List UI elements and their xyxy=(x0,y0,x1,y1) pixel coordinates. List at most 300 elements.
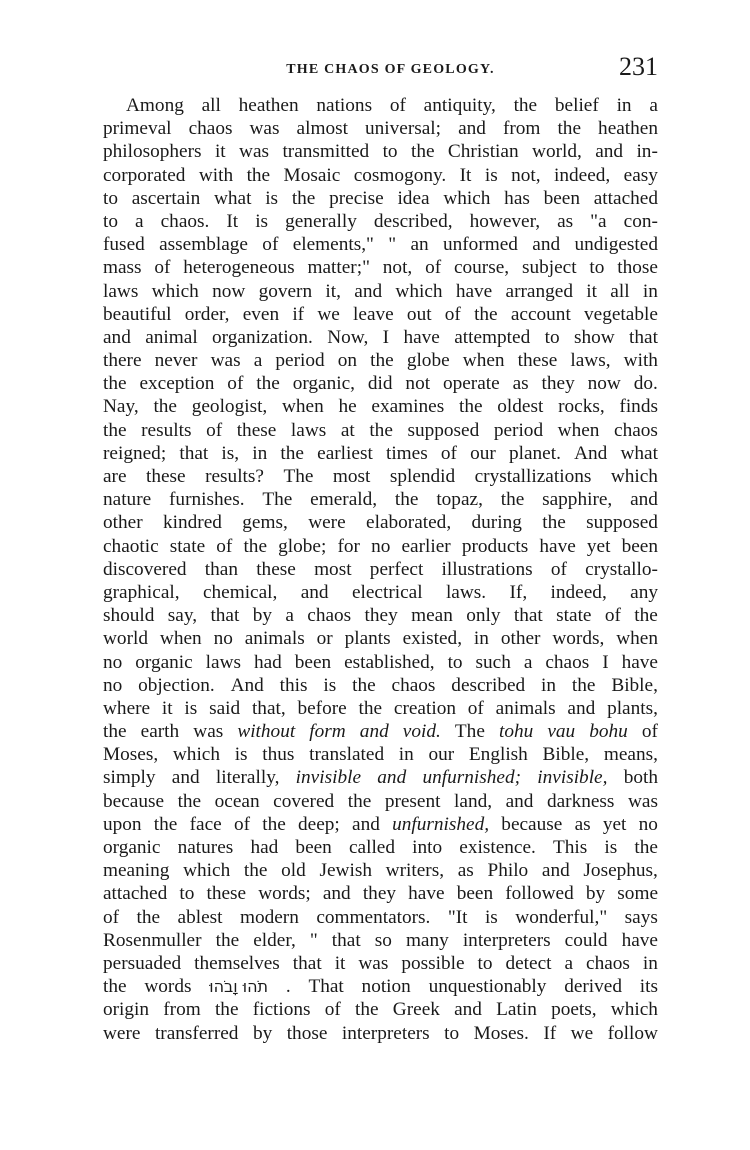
word: have xyxy=(621,929,658,951)
word: that, xyxy=(251,697,286,719)
word: perfect xyxy=(369,558,424,580)
word: which xyxy=(610,466,658,487)
word: attached xyxy=(103,883,168,905)
running-head: THE CHAOS OF GEOLOGY. xyxy=(286,62,495,77)
word: this xyxy=(279,674,308,696)
word: objection. xyxy=(138,674,215,696)
word: they xyxy=(362,883,397,905)
word: such xyxy=(475,651,511,673)
word: land, xyxy=(454,790,493,812)
word: chaos xyxy=(614,419,658,441)
word: "It xyxy=(447,906,468,928)
word: belief xyxy=(554,95,599,116)
word: no xyxy=(638,813,658,835)
word: yet xyxy=(602,813,627,835)
word: generally xyxy=(285,210,357,232)
word: Bible, xyxy=(611,674,658,696)
word: in- xyxy=(636,141,658,163)
word: and xyxy=(352,813,380,835)
word: now xyxy=(212,280,246,302)
word: the xyxy=(513,95,538,116)
word: "a xyxy=(590,210,607,232)
word: existence. xyxy=(459,837,536,858)
word: a xyxy=(564,952,574,974)
word: as xyxy=(512,373,529,395)
word: Rosenmuller xyxy=(103,929,202,951)
word: of xyxy=(389,95,406,116)
word: globe xyxy=(406,350,450,372)
word: precise xyxy=(329,187,384,209)
word: been xyxy=(294,651,332,673)
word: that xyxy=(513,605,543,627)
word: of xyxy=(262,234,279,256)
word: organic, xyxy=(292,373,355,395)
word: Among xyxy=(126,95,184,116)
word: not, xyxy=(511,164,541,186)
word: which xyxy=(172,744,220,766)
word: which xyxy=(443,187,491,209)
word: possible xyxy=(401,952,465,974)
word: that xyxy=(210,605,240,627)
word: transferred xyxy=(154,1022,239,1044)
word: And xyxy=(574,442,608,464)
word: which xyxy=(395,280,443,302)
word: laws xyxy=(290,419,327,441)
word: world, xyxy=(532,141,582,163)
word: the xyxy=(347,790,372,812)
word: antiquity, xyxy=(423,95,496,116)
word: most xyxy=(314,558,352,580)
word: results xyxy=(141,419,192,441)
text-line xyxy=(103,929,658,952)
text-line xyxy=(103,395,658,418)
word: heathen xyxy=(238,95,299,116)
text-line xyxy=(103,164,658,187)
word: primeval xyxy=(103,118,172,140)
word: organization. xyxy=(212,326,313,348)
word: where xyxy=(103,697,151,719)
word: mass xyxy=(103,257,142,279)
italic-word: tohu xyxy=(498,721,534,743)
word: indeed, xyxy=(550,581,607,603)
word: laws. xyxy=(445,581,487,603)
text-line xyxy=(103,975,658,998)
word: organic xyxy=(103,837,161,858)
word: reigned; xyxy=(103,442,167,464)
word: chaos. xyxy=(160,210,210,232)
text-line xyxy=(103,1022,658,1045)
word: present xyxy=(384,790,441,812)
word: to xyxy=(589,257,605,279)
word: is xyxy=(184,697,198,719)
word: ablest xyxy=(177,906,223,928)
word: when xyxy=(616,628,658,650)
word: account xyxy=(510,303,571,325)
word: from xyxy=(163,999,201,1021)
word: that xyxy=(629,326,658,348)
word: many xyxy=(405,929,449,951)
word: It xyxy=(226,210,239,232)
word: the xyxy=(355,999,379,1021)
word: that xyxy=(292,952,322,974)
word: chaos xyxy=(188,118,233,140)
word: been xyxy=(543,187,581,209)
word: is xyxy=(484,164,498,186)
word: nations xyxy=(316,95,373,116)
text-line xyxy=(103,280,658,303)
word: the xyxy=(256,373,280,395)
word: kindred xyxy=(163,512,222,534)
word: by xyxy=(585,883,606,905)
word: period xyxy=(275,350,325,372)
word: was xyxy=(210,350,241,372)
word: words; xyxy=(258,883,311,905)
word: period xyxy=(493,419,544,441)
word: and xyxy=(458,118,486,140)
word: for xyxy=(337,535,360,557)
word: sapphire, xyxy=(542,489,613,511)
word: that xyxy=(331,929,361,951)
word: these xyxy=(517,350,558,372)
word: was xyxy=(358,952,389,974)
word: I xyxy=(382,326,390,348)
word: wonderful," xyxy=(515,906,608,928)
text-line xyxy=(103,627,658,650)
word: plants xyxy=(344,628,391,650)
word: a xyxy=(253,350,263,372)
word: products xyxy=(461,535,529,557)
word: words xyxy=(144,976,192,998)
word: operate xyxy=(442,373,500,395)
word: writers, xyxy=(385,860,445,882)
word: examines xyxy=(371,396,445,418)
word: the xyxy=(153,396,177,418)
word: is, xyxy=(221,442,240,464)
text-line xyxy=(103,581,658,604)
word: could xyxy=(564,929,608,951)
word: chaotic xyxy=(103,535,159,557)
word: if xyxy=(292,303,305,325)
word: was xyxy=(627,790,658,812)
word: did xyxy=(367,373,393,395)
word: detect xyxy=(505,952,552,974)
word: to xyxy=(382,141,398,163)
word: to xyxy=(103,210,118,232)
text-line xyxy=(103,697,658,720)
word: ocean xyxy=(214,790,260,812)
word: illustrations xyxy=(441,558,533,580)
word: corporated xyxy=(103,164,186,186)
word: That xyxy=(308,976,344,998)
word: indeed, xyxy=(554,164,611,186)
word: notion xyxy=(361,976,411,998)
word: literally, xyxy=(215,767,280,789)
word: electrical xyxy=(351,581,423,603)
text-line xyxy=(103,349,658,372)
text-line xyxy=(103,743,658,766)
word: was xyxy=(193,721,224,743)
word: Bible, xyxy=(542,744,590,766)
word: the xyxy=(243,860,268,882)
word: matter;" xyxy=(307,257,370,279)
word: emerald, xyxy=(310,489,378,511)
word: simply xyxy=(103,767,156,789)
page-header xyxy=(103,52,658,88)
word: finds xyxy=(619,396,658,418)
word: laws xyxy=(103,280,139,302)
word: fictions xyxy=(252,999,311,1021)
word: attached xyxy=(593,187,658,209)
text-line xyxy=(103,813,658,836)
text-line xyxy=(103,859,658,882)
word: existed, xyxy=(402,628,463,650)
word: the xyxy=(280,442,304,464)
word: state xyxy=(169,535,206,557)
word: creation xyxy=(393,697,456,719)
word: followed xyxy=(505,883,574,905)
word: oldest xyxy=(497,396,544,418)
word: the xyxy=(474,303,498,325)
word: nature xyxy=(103,489,152,511)
word: when xyxy=(557,419,600,441)
word: the xyxy=(153,813,178,835)
word: furnishes. xyxy=(169,489,245,511)
word: a xyxy=(649,95,658,116)
word: English xyxy=(468,744,528,766)
word: I xyxy=(602,651,609,673)
word: supposed xyxy=(407,419,480,441)
word: meaning xyxy=(103,860,170,882)
word: these xyxy=(146,466,186,487)
word: Josephus, xyxy=(583,860,658,882)
word: has xyxy=(504,187,530,209)
word: and xyxy=(532,234,561,256)
word: a xyxy=(135,210,144,232)
word: animals xyxy=(244,628,305,650)
word: Moses. xyxy=(473,1022,529,1044)
word: in xyxy=(642,952,658,974)
text-line xyxy=(103,720,658,743)
word: It xyxy=(459,164,472,186)
word: the xyxy=(103,419,127,441)
word: and xyxy=(630,489,658,511)
word: a xyxy=(285,605,294,627)
word: never xyxy=(154,350,198,372)
word: have xyxy=(403,326,440,348)
word: deep; xyxy=(298,813,340,835)
word: the xyxy=(262,813,286,835)
word: " xyxy=(309,929,318,951)
word: the xyxy=(410,141,435,163)
word: not, xyxy=(382,257,413,279)
word: . xyxy=(285,976,291,998)
word: had xyxy=(250,837,279,858)
word: because xyxy=(103,790,165,812)
page-number: 231 xyxy=(619,52,658,81)
word: persuaded xyxy=(103,952,182,974)
word: universal; xyxy=(364,118,442,140)
word: both xyxy=(623,767,658,789)
word: to xyxy=(444,1022,460,1044)
word: because xyxy=(501,813,563,835)
word: these xyxy=(206,883,247,905)
word: the xyxy=(557,118,582,140)
word: Now, xyxy=(327,326,369,348)
text-line xyxy=(103,882,658,905)
text-line xyxy=(103,674,658,697)
word: and xyxy=(354,280,383,302)
word: established, xyxy=(344,651,435,673)
word: leave xyxy=(353,303,394,325)
word: by xyxy=(252,605,272,627)
word: were xyxy=(308,512,346,534)
word: the xyxy=(542,512,566,534)
word: and xyxy=(171,767,200,789)
word: elaborated, xyxy=(366,512,452,534)
word: the xyxy=(177,790,202,812)
text-line xyxy=(103,140,658,163)
word: described xyxy=(451,674,526,696)
word: have xyxy=(621,651,658,673)
word: Jewish xyxy=(319,860,372,882)
word: any xyxy=(630,581,658,603)
word: The xyxy=(262,489,293,511)
word: to xyxy=(447,651,463,673)
word: planet. xyxy=(508,442,561,464)
word: govern xyxy=(258,280,313,302)
word: we xyxy=(570,1022,594,1044)
word: or xyxy=(316,628,333,650)
word: what xyxy=(213,187,252,209)
word: these xyxy=(256,558,296,580)
word: in xyxy=(398,744,414,766)
text-line xyxy=(103,604,658,627)
word: discovered xyxy=(103,558,187,580)
word: is xyxy=(484,906,498,928)
word: earliest xyxy=(317,442,373,464)
word: the xyxy=(634,837,658,858)
word: supposed xyxy=(586,512,658,534)
word: the xyxy=(291,187,316,209)
text-line xyxy=(103,187,658,210)
word: origin xyxy=(103,999,150,1021)
text-line xyxy=(103,117,658,140)
text-line xyxy=(103,535,658,558)
word: subject xyxy=(521,257,577,279)
word: ascertain xyxy=(131,187,201,209)
word: been xyxy=(295,837,332,858)
word: had xyxy=(253,651,282,673)
word: of xyxy=(425,257,442,279)
word: was xyxy=(239,141,270,163)
word: interpreters xyxy=(341,1022,430,1044)
word: Latin xyxy=(496,999,537,1021)
word: in xyxy=(473,628,489,650)
word: at xyxy=(340,419,355,441)
word: and xyxy=(567,697,596,719)
word: plants, xyxy=(607,697,658,719)
word: This xyxy=(552,837,588,858)
word: and xyxy=(505,790,534,812)
word: than xyxy=(204,558,238,580)
word: vegetable xyxy=(584,303,658,325)
word: natures xyxy=(177,837,234,858)
word: and xyxy=(103,326,131,348)
word: chaos xyxy=(545,651,590,673)
word: only xyxy=(466,605,501,627)
word: was xyxy=(249,118,280,140)
italic-word: invisible, xyxy=(537,767,608,789)
word: Nay, xyxy=(103,396,139,418)
word: say, xyxy=(167,605,198,627)
word: of xyxy=(216,535,233,557)
word: darkness xyxy=(546,790,615,812)
word: the xyxy=(370,350,394,372)
text-line xyxy=(103,906,658,929)
word: and xyxy=(595,141,624,163)
word: crystallo- xyxy=(585,558,658,580)
italic-word: and xyxy=(359,721,389,743)
word: is xyxy=(265,187,279,209)
word: words, xyxy=(552,628,605,650)
word: splendid xyxy=(389,466,456,487)
word: the xyxy=(103,721,127,743)
word: some xyxy=(617,883,658,905)
word: of xyxy=(444,303,461,325)
word: " xyxy=(388,234,397,256)
word: transmitted xyxy=(282,141,370,163)
word: con- xyxy=(623,210,658,232)
word: its xyxy=(639,976,658,998)
word: the xyxy=(243,535,268,557)
text-line xyxy=(103,303,658,326)
word: and xyxy=(454,999,482,1021)
text-line xyxy=(103,94,658,117)
text-line xyxy=(103,326,658,349)
word: when xyxy=(462,350,505,372)
word: have xyxy=(455,280,493,302)
italic-word: invisible xyxy=(295,767,362,789)
text-line xyxy=(103,766,658,789)
word: the xyxy=(352,674,376,696)
word: says xyxy=(624,906,658,928)
word: globe; xyxy=(278,535,327,557)
word: exception xyxy=(139,373,215,395)
word: is xyxy=(255,210,269,232)
word: when xyxy=(159,628,202,650)
italic-word: and xyxy=(377,767,407,789)
italic-word: form xyxy=(309,721,346,743)
word: it xyxy=(214,141,226,163)
word: are xyxy=(103,466,127,487)
word: course, xyxy=(453,257,510,279)
word: called xyxy=(348,837,395,858)
word: topaz, xyxy=(436,489,483,511)
word: animal xyxy=(145,326,198,348)
word: of xyxy=(550,558,567,580)
word: translated xyxy=(309,744,385,766)
word: chaos xyxy=(307,605,352,627)
word: they xyxy=(541,373,575,395)
word: other xyxy=(500,628,541,650)
word: they xyxy=(364,605,398,627)
word: Moses, xyxy=(103,744,159,766)
word: of xyxy=(641,721,658,743)
word: rocks, xyxy=(558,396,605,418)
word: with xyxy=(623,350,658,372)
word: The xyxy=(283,466,314,487)
word: into xyxy=(412,837,443,858)
